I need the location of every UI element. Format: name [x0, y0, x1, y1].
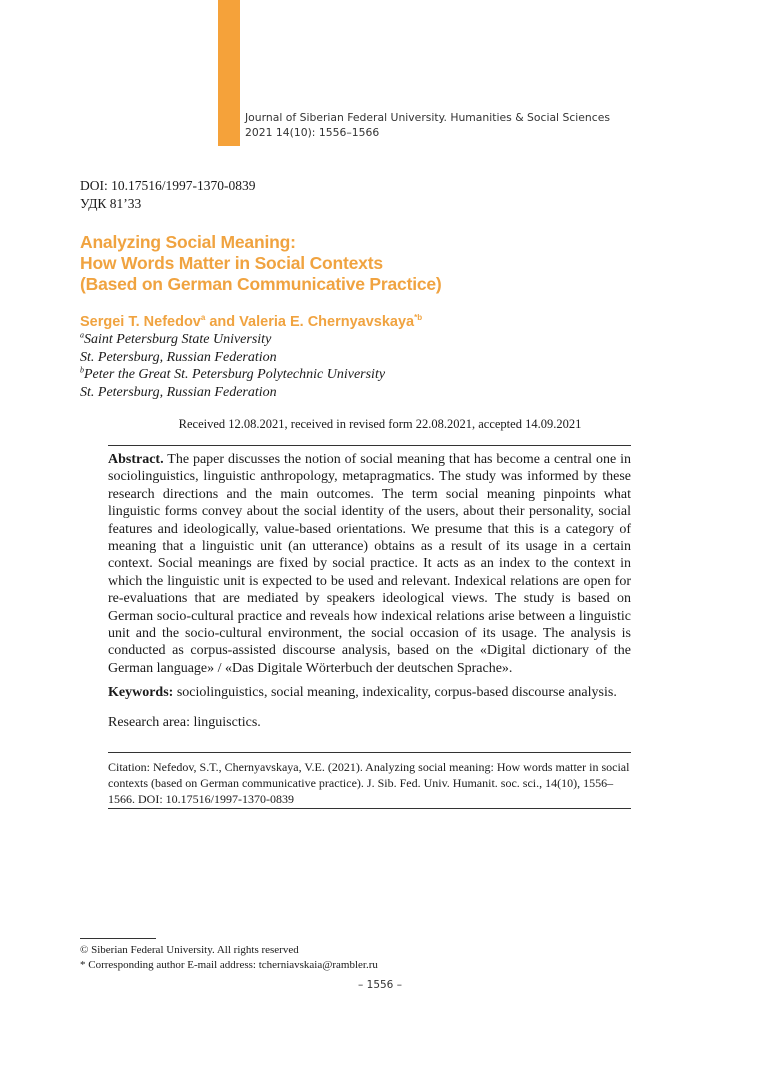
affiliation-b: $^b$Peter the Great St. Petersburg Polytechnic University: [80, 365, 386, 382]
affiliation-a-place: St. Petersburg, Russian Federation: [80, 349, 277, 365]
author-1-affil-mark: a: [200, 313, 206, 323]
research-area: Research area: linguisctics.: [108, 715, 261, 730]
footnotes: [80, 943, 378, 973]
keywords-text: sociolinguistics, social meaning, indexicality, corpus-based discourse analysis.: [173, 685, 617, 700]
doi: DOI: 10.17516/1997-1370-0839: [80, 178, 256, 193]
page-number: – 1556 –: [358, 979, 402, 991]
abstract-top-rule: [108, 445, 631, 446]
author-1: Sergei T. Nefedov: [80, 314, 201, 330]
author-2: Valeria E. Chernyavskaya: [239, 314, 415, 330]
title-line-3: (Based on German Communicative Practice): [80, 274, 442, 294]
journal-issue: 2021 14(10): 1556–1566: [245, 126, 380, 139]
keywords-label: Keywords:: [108, 685, 174, 700]
title-line-2: How Words Matter in Social Contexts: [80, 253, 383, 273]
received-dates: Received 12.08.2021, received in revised form 22.08.2021, accepted 14.09.2021: [178, 417, 582, 431]
authors: [80, 313, 422, 331]
title-line-1: Analyzing Social Meaning:: [80, 232, 296, 252]
journal-name: Journal of Siberian Federal University. Humanities & Social Sciences: [245, 111, 610, 124]
citation-top-rule: [108, 752, 631, 753]
citation-bottom-rule: [108, 808, 631, 809]
udk-code: УДК 81’33: [80, 196, 142, 211]
identifiers: [80, 177, 256, 213]
citation: Citation: Nefedov, S.T., Chernyavskaya, V.E. (2021). Analyzing social meaning: How words matter in social contexts (based on German communicative practice). J. Sib. Fed. Univ. Humanit. soc. sci., 14(10), 1556–1566. DOI: 10.17516/1997-1370-0839: [108, 760, 630, 807]
copyright-note: © Siberian Federal University. All rights reserved: [80, 944, 299, 956]
author-conjunction: and: [205, 314, 240, 330]
keywords: [108, 684, 631, 701]
corresponding-author-note: * Corresponding author E-mail address: tcherniavskaia@rambler.ru: [80, 959, 378, 971]
article-title: [80, 232, 442, 295]
abstract: [108, 451, 631, 677]
journal-header: [245, 110, 610, 140]
affiliations: [80, 331, 385, 401]
author-2-affil-mark: *b: [414, 313, 423, 323]
affiliation-a: $^a$Saint Petersburg State University: [80, 330, 272, 347]
affiliation-b-place: St. Petersburg, Russian Federation: [80, 384, 277, 400]
abstract-label: Abstract.: [108, 452, 164, 467]
abstract-text: The paper discusses the notion of social meaning that has become a central one in sociolinguistics, linguistic anthropology, metapragmatics. The study was informed by these research directions and the main outcomes. The term social meaning pinpoints what linguistic forms convey about the social identity of the users, about their personality, social features and ideologically, value-based orientations. We presume that this is a category of meaning that a linguistic unit (an utterance) obtains as a result of its usage in a certain context. Social meanings are fixed by social practice. It acts as an index to the context in which the linguistic unit is expected to be used and relevant. Indexical relations are open for re-evaluations that are mediated by speakers ideological views. The study is based on German socio-cultural practice and reveals how indexical relations arise between a linguistic unit and the socio-cultural environment, the social occasion of its usage. The analysis is conducted as corpus-assisted discourse analysis, based on the «Digital dictionary of the German language» / «Das Digitale Wörterbuch der deutschen Sprache».: [108, 452, 631, 676]
footnote-rule: [80, 938, 156, 939]
header-accent-bar: [218, 0, 240, 146]
